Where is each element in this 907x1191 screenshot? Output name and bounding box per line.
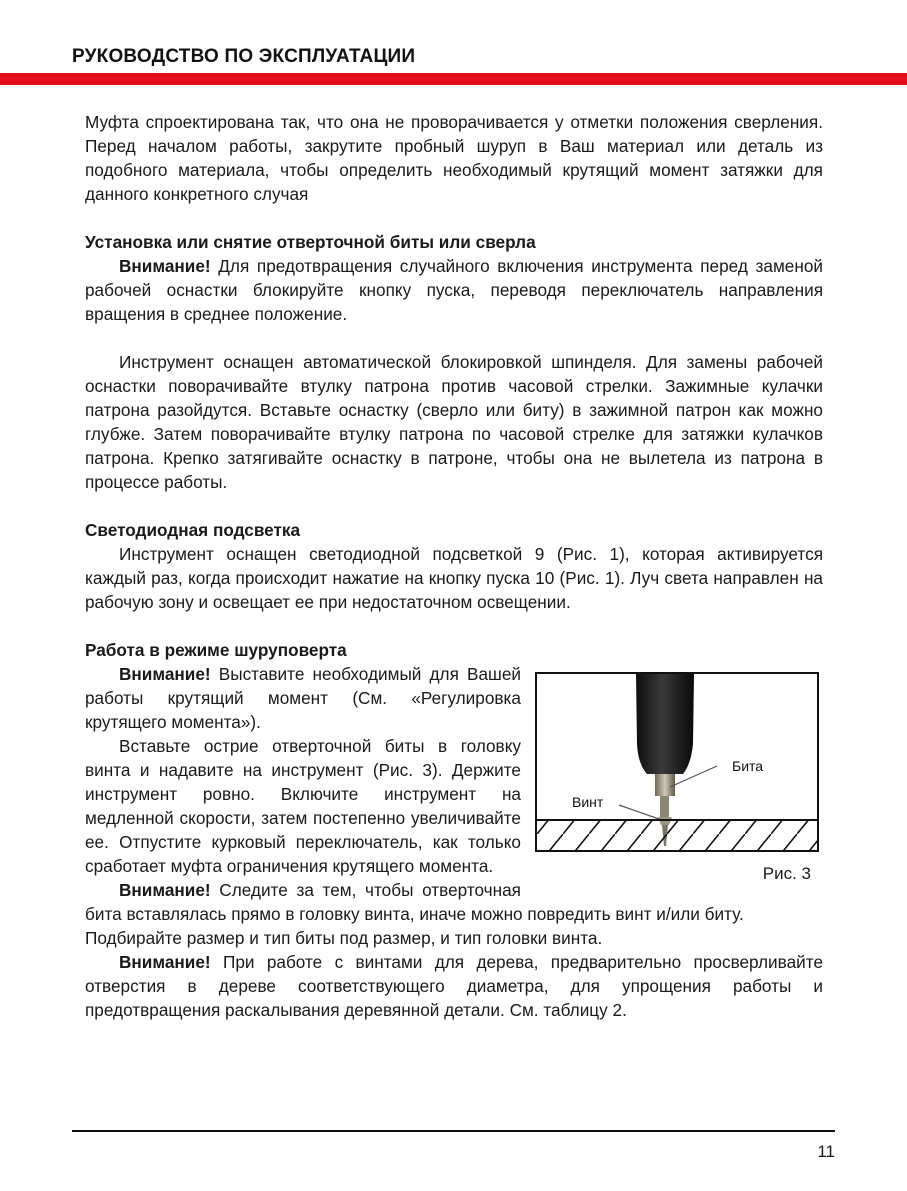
page-header-title: РУКОВОДСТВО ПО ЭКСПЛУАТАЦИИ xyxy=(72,46,416,67)
warning-text: Следите за тем, чтобы отверточная бита вставлялась прямо в головку винта, иначе можно повредить винт и/или биту. xyxy=(85,880,744,924)
screw-body-1: Вставьте острие отверточной биты в головку винта и надавите на инструмент (Рис. 3). Держите инструмент ровно. Включите инструмент на медленной скорости, затем постепенно увеличивайте ее. Отпустите курковый переключатель, как только сработает муфта ограничения крутящего момента. xyxy=(85,736,521,876)
figure-3-frame xyxy=(535,672,819,852)
bit-shaft xyxy=(660,796,669,820)
wood-surface xyxy=(537,820,817,850)
figure-label-bit: Бита xyxy=(732,758,764,774)
section-heading-bit: Установка или снятие отверточной биты или сверла xyxy=(85,232,536,252)
figure-3 xyxy=(535,672,823,886)
page-content xyxy=(85,110,823,1022)
warning-label: Внимание! xyxy=(119,256,211,276)
figure-label-screw: Винт xyxy=(572,794,604,810)
section-heading-led: Светодиодная подсветка xyxy=(85,520,301,540)
screw-leader-line xyxy=(619,805,659,819)
figure-caption: Рис. 3 xyxy=(762,864,811,883)
bit-body-paragraph: Инструмент оснащен автоматической блокировкой шпинделя. Для замены рабочей оснастки поворачивайте втулку патрона против часовой стрелки. Зажимные кулачки патрона разойдутся. Вставьте оснастку (сверло или биту) в зажимной патрон как можно глубже. Затем поворачивайте втулку патрона по часовой стрелке для затяжки кулачков патрона. Крепко затягивайте оснастку в патроне, чтобы она не вылетела из патрона в процессе работы. xyxy=(85,352,823,492)
warning-label: Внимание! xyxy=(119,880,211,900)
intro-paragraph: Муфта спроектирована так, что она не проворачивается у отметки положения сверления. Перед началом работы, закрутите пробный шуруп в Ваш материал или деталь из подобного материала, чтобы определить необходимый крутящий момент затяжки для данного конкретного случая xyxy=(85,112,823,204)
footer-rule xyxy=(72,1130,835,1132)
warning-text: Для предотвращения случайного включения инструмента перед заменой рабочей оснастки блокируйте кнопку пуска, переводя переключатель направления вращения в среднее положение. xyxy=(85,256,823,324)
drill-chuck xyxy=(636,674,694,774)
led-body-paragraph: Инструмент оснащен светодиодной подсветкой 9 (Рис. 1), которая активируется каждый раз, когда происходит нажатие на кнопку пуска 10 (Рис. 1). Луч света направлен на рабочую зону и освещает ее при недостаточном освещении. xyxy=(85,544,823,612)
warning-text: При работе с винтами для дерева, предварительно просверливайте отверстия в дереве соответствующего диаметра, для упрощения работы и предотвращения раскалывания деревянной детали. См. таблицу 2. xyxy=(85,952,823,1020)
bit-warning-paragraph xyxy=(85,254,823,326)
warning-label: Внимание! xyxy=(119,952,211,972)
warning-label: Внимание! xyxy=(119,664,211,684)
section-heading-screwdriver: Работа в режиме шуруповерта xyxy=(85,640,347,660)
bit-holder xyxy=(655,774,675,796)
header-accent-band xyxy=(0,73,907,85)
screw-warning-3 xyxy=(85,950,823,1022)
screwdriver-illustration xyxy=(537,674,817,850)
page-number: 11 xyxy=(817,1142,835,1161)
warning-text: Выставите необходимый для Вашей работы крутящий момент (См. «Регулировка крутящего момента»). xyxy=(85,664,521,732)
screw-body-2: Подбирайте размер и тип биты под размер, и тип головки винта. xyxy=(85,928,603,948)
